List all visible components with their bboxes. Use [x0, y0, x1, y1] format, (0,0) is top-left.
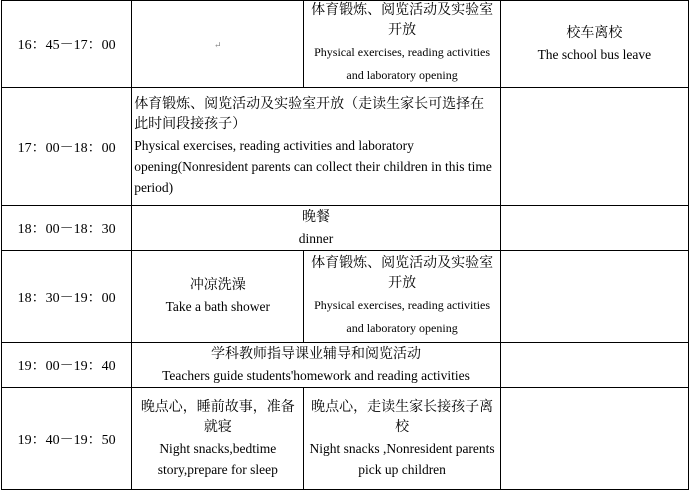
activity-zh: 体育锻炼、阅览活动及实验室开放	[311, 3, 494, 38]
activity-cell	[500, 1, 688, 88]
empty-cell	[500, 88, 688, 206]
activity-en: Physical exercises, reading activities and laboratory opening	[314, 297, 491, 335]
activity-cell	[132, 343, 501, 388]
paragraph-mark-icon: ↵	[214, 40, 222, 50]
table-row	[2, 206, 689, 251]
time-cell: 19：40－19：50	[2, 388, 132, 490]
empty-cell	[500, 388, 688, 490]
time-cell: 17：00－18：00	[2, 88, 132, 206]
activity-cell	[304, 1, 500, 88]
activity-en: Night snacks ,Nonresident parents pick up children	[309, 440, 495, 477]
empty-cell	[500, 343, 688, 388]
schedule-table	[1, 0, 689, 490]
activity-cell	[304, 251, 500, 343]
activity-cell	[304, 388, 500, 490]
activity-cell	[132, 388, 304, 490]
table-row	[2, 251, 689, 343]
time-cell: 18：00－18：30	[2, 206, 132, 251]
activity-en: The school bus leave	[537, 46, 652, 62]
activity-cell	[132, 206, 501, 251]
activity-en: Physical exercises, reading activities and laboratory opening(Nonresident parents can collect their children in this time period)	[134, 138, 492, 195]
activity-zh: 晚餐	[301, 209, 330, 225]
activity-zh: 学科教师指导课业辅导和阅览活动	[210, 346, 421, 362]
empty-cell	[500, 206, 688, 251]
time-cell: 18：30－19：00	[2, 251, 132, 343]
table-row	[2, 1, 689, 88]
time-cell: 16：45－17：00	[2, 1, 132, 88]
table-row	[2, 88, 689, 206]
activity-en: Night snacks,bedtime story,prepare for sleep	[157, 440, 278, 477]
activity-zh: 晚点心，走读生家长接孩子离校	[311, 399, 494, 435]
activity-cell	[132, 1, 304, 88]
activity-zh: 冲凉洗澡	[189, 278, 246, 293]
activity-zh: 晚点心，睡前故事，准备就寝	[140, 399, 295, 435]
activity-cell	[132, 251, 304, 343]
activity-zh: 校车离校	[566, 25, 623, 41]
activity-en: Physical exercises, reading activities and laboratory opening	[314, 45, 491, 82]
empty-cell	[500, 251, 688, 343]
activity-zh: 体育锻炼、阅览活动及实验室开放（走读生家长可选择在此时间段接孩子）	[134, 97, 485, 132]
table-row	[2, 388, 689, 490]
table-row	[2, 343, 689, 388]
time-cell: 19：00－19：40	[2, 343, 132, 388]
activity-en: Teachers guide students'homework and reading activities	[162, 367, 470, 383]
activity-zh: 体育锻炼、阅览活动及实验室开放	[311, 255, 494, 291]
activity-en: Take a bath shower	[165, 299, 270, 314]
activity-cell	[132, 88, 501, 206]
activity-en: dinner	[298, 230, 334, 246]
